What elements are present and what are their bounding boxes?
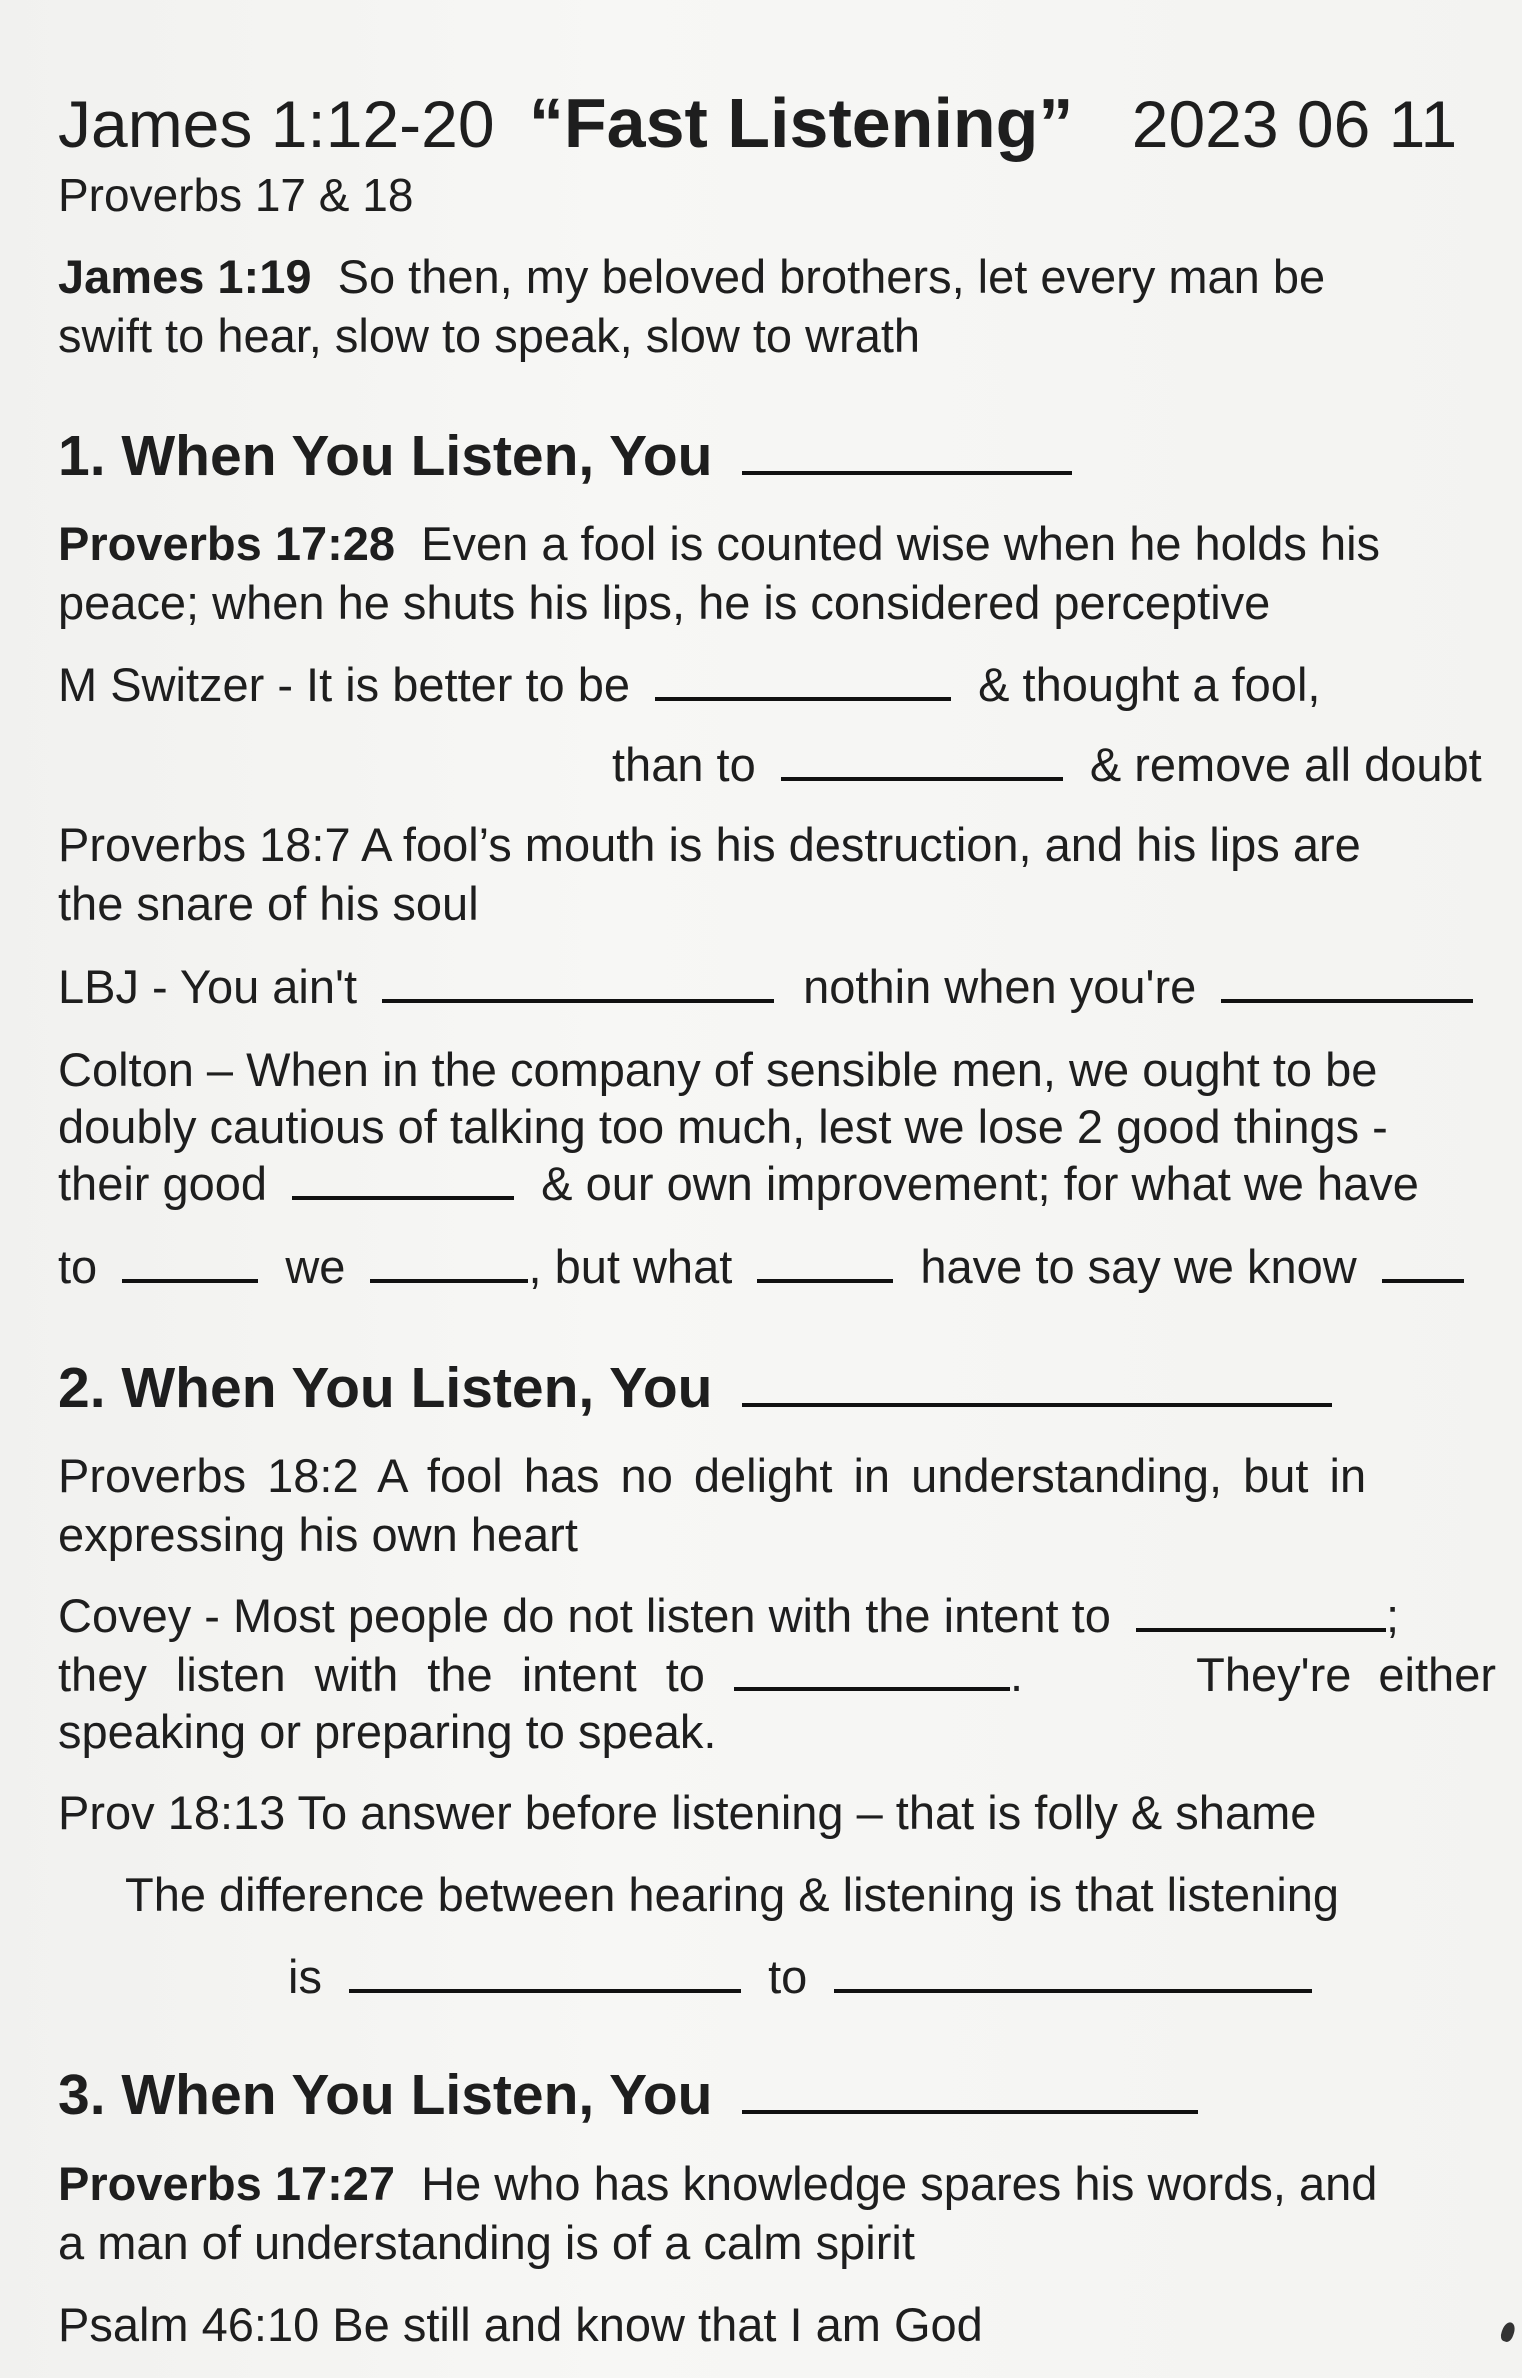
colton-line-1: Colton – When in the company of sensible men, we ought to be [58, 1043, 1378, 1096]
difference-line-1: The difference between hearing & listening is that listening [125, 1868, 1340, 1921]
proverbs-18-7-line-1: Proverbs 18:7 A fool’s mouth is his destruction, and his lips are [58, 818, 1361, 871]
blank-covey-2[interactable] [734, 1686, 1010, 1691]
lbj-text-b: nothin when you're [803, 960, 1197, 1013]
proverbs-17-28-line-2: peace; when he shuts his lips, he is considered perceptive [58, 576, 1271, 629]
covey-text-2a: they listen with the intent to [58, 1648, 705, 1701]
ink-speck [1499, 2321, 1517, 2344]
proverbs-17-27-line-2: a man of understanding is of a calm spirit [58, 2216, 915, 2269]
proverbs-18-2-line-2: expressing his own heart [58, 1508, 578, 1561]
blank-section-2-title[interactable] [742, 1402, 1332, 1407]
switzer-quote-line-1 [58, 658, 1321, 711]
colton-line-3 [58, 1157, 1419, 1210]
proverbs-18-2-text-1: Proverbs 18:2 A fool has no delight in understanding, but in [58, 1449, 1367, 1502]
blank-difference-2[interactable] [834, 1988, 1312, 1993]
subtitle: Proverbs 17 & 18 [58, 169, 414, 221]
title-reference: James 1:12-20 [58, 87, 495, 161]
covey-text-1-end: ; [1385, 1589, 1399, 1642]
section-2-heading [58, 1356, 1332, 1420]
difference-text-to: to [768, 1950, 808, 2003]
blank-lbj-2[interactable] [1221, 998, 1473, 1003]
colton-text-3b: & our own improvement; for what we have [541, 1157, 1419, 1210]
key-verse-line-2: swift to hear, slow to speak, slow to wrath [58, 309, 921, 362]
blank-colton-2[interactable] [122, 1278, 258, 1283]
blank-switzer-1[interactable] [655, 696, 951, 701]
colton-line-2: doubly cautious of talking too much, lest we lose 2 good things - [58, 1100, 1388, 1153]
colton-text-3a: their good [58, 1157, 268, 1210]
key-verse-ref: James 1:19 [58, 250, 312, 303]
blank-colton-1[interactable] [292, 1195, 514, 1200]
proverbs-18-13: Prov 18:13 To answer before listening – that is folly & shame [58, 1786, 1317, 1839]
proverbs-18-7-line-2: the snare of his soul [58, 877, 479, 930]
section-3-heading [58, 2063, 1198, 2127]
psalm-46-10: Psalm 46:10 Be still and know that I am God [58, 2298, 983, 2351]
covey-text-1: Covey - Most people do not listen with the intent to [58, 1589, 1111, 1642]
blank-switzer-2[interactable] [781, 776, 1063, 781]
switzer-text-b: & thought a fool, [978, 658, 1321, 711]
covey-text-2c: They're either [1196, 1648, 1496, 1701]
proverbs-17-28-line-1 [58, 517, 1381, 570]
covey-line-3: speaking or preparing to speak. [58, 1705, 717, 1758]
proverbs-18-2-line-1 [58, 1449, 1496, 1502]
title-date: 2023 06 11 [1131, 87, 1458, 161]
section-1-heading-text: 1. When You Listen, You [58, 424, 713, 488]
section-1-heading [58, 424, 1072, 488]
blank-colton-5[interactable] [1382, 1278, 1464, 1283]
switzer-quote-line-2 [612, 738, 1482, 791]
lbj-quote [58, 960, 1473, 1013]
covey-text-2b: . [1010, 1648, 1024, 1701]
switzer-text-c: than to [612, 738, 756, 791]
difference-text-is: is [288, 1950, 322, 2003]
lbj-text-a: LBJ - You ain't [58, 960, 358, 1013]
key-verse-line-1 [58, 250, 1496, 303]
proverbs-17-28-text-1: Even a fool is counted wise when he holds his [421, 517, 1381, 570]
switzer-text-a: M Switzer - It is better to be [58, 658, 631, 711]
section-2-heading-text: 2. When You Listen, You [58, 1356, 713, 1420]
blank-colton-3[interactable] [370, 1278, 528, 1283]
blank-lbj-1[interactable] [382, 998, 774, 1003]
title-name: “Fast Listening” [528, 84, 1074, 162]
blank-section-1-title[interactable] [742, 470, 1072, 475]
proverbs-17-27-line-1 [58, 2157, 1378, 2210]
colton-text-4c: , but what [528, 1240, 733, 1293]
blank-colton-4[interactable] [757, 1278, 893, 1283]
proverbs-17-27-ref: Proverbs 17:27 [58, 2157, 396, 2210]
covey-line-1 [58, 1589, 1399, 1642]
difference-line-2 [288, 1950, 1312, 2003]
section-3-heading-text: 3. When You Listen, You [58, 2063, 713, 2127]
colton-text-4a: to [58, 1240, 98, 1293]
colton-text-4b: we [285, 1240, 346, 1293]
proverbs-17-28-ref: Proverbs 17:28 [58, 517, 396, 570]
colton-text-4d: have to say we know [920, 1240, 1357, 1293]
page-title [58, 84, 1458, 162]
blank-difference-1[interactable] [349, 1988, 741, 1993]
blank-covey-1[interactable] [1136, 1627, 1386, 1632]
key-verse-text-1: So then, my beloved brothers, let every man be [337, 250, 1326, 303]
blank-section-3-title[interactable] [742, 2109, 1198, 2114]
proverbs-17-27-text-1: He who has knowledge spares his words, and [421, 2157, 1378, 2210]
switzer-text-d: & remove all doubt [1089, 738, 1482, 791]
covey-line-2 [58, 1648, 1496, 1701]
colton-line-4 [58, 1240, 1464, 1293]
